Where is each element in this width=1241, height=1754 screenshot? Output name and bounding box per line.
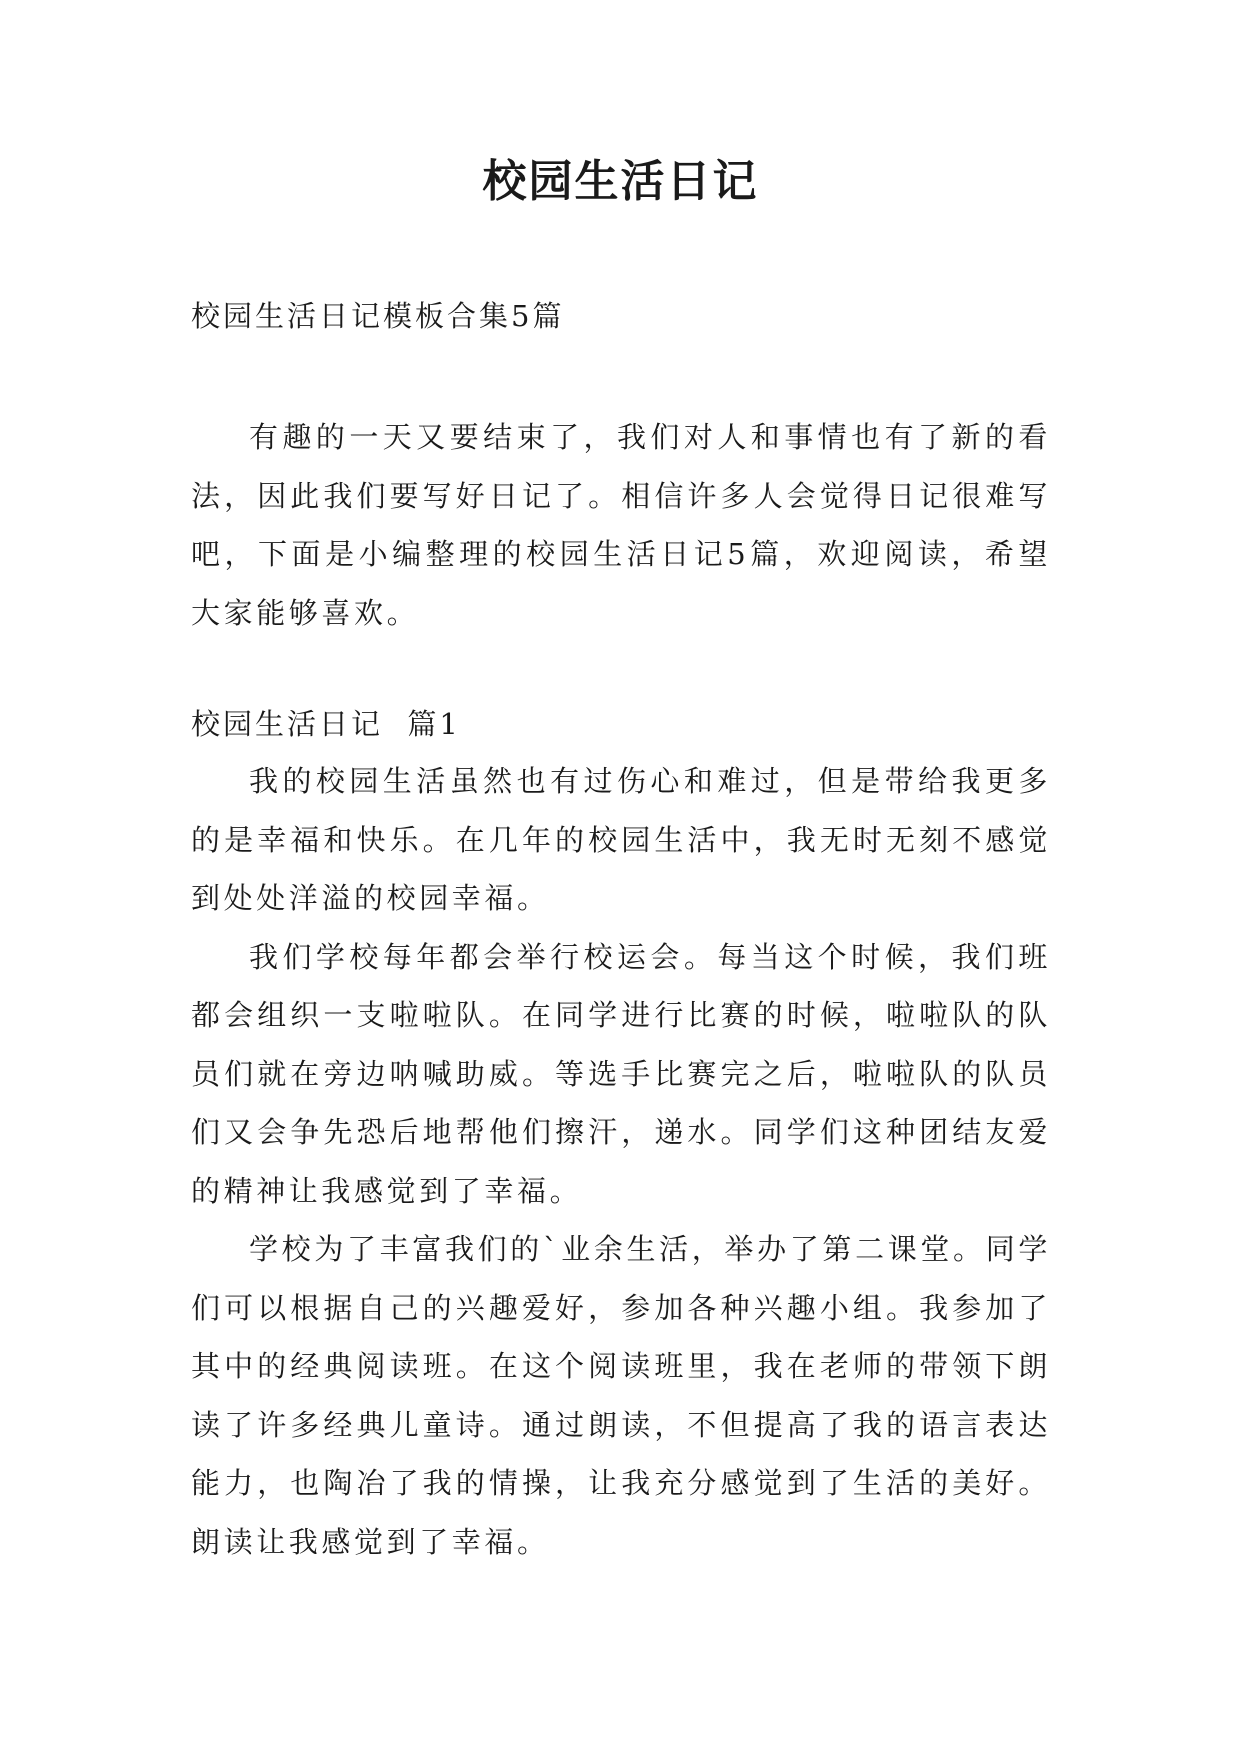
section-1-paragraph-1: 我的校园生活虽然也有过伤心和难过，但是带给我更多的是幸福和快乐。在几年的校园生活中，我无时无刻不感觉到处处洋溢的校园幸福。 [191,764,1051,915]
section-1-body [191,752,1051,1571]
document-title: 校园生活日记 [482,156,759,207]
document-subtitle: 校园生活日记模板合集5篇 [191,299,565,333]
intro-block [191,408,1051,642]
section-1-heading: 校园生活日记 篇1 [191,707,461,741]
section-1-paragraph-3: 学校为了丰富我们的`业余生活，举办了第二课堂。同学们可以根据自己的兴趣爱好，参加各种兴趣小组。我参加了其中的经典阅读班。在这个阅读班里，我在老师的带领下朗读了许多经典儿童诗。通过朗读，不但提高了我的语言表达能力，也陶冶了我的情操，让我充分感觉到了生活的美好。朗读让我感觉到了幸福。 [191,1232,1051,1559]
section-1-paragraph-2: 我们学校每年都会举行校运会。每当这个时候，我们班都会组织一支啦啦队。在同学进行比赛的时候，啦啦队的队员们就在旁边呐喊助威。等选手比赛完之后，啦啦队的队员们又会争先恐后地帮他们擦汗，递水。同学们这种团结友爱的精神让我感觉到了幸福。 [191,939,1051,1208]
intro-paragraph: 有趣的一天又要结束了，我们对人和事情也有了新的看法，因此我们要写好日记了。相信许多人会觉得日记很难写吧，下面是小编整理的校园生活日记5篇，欢迎阅读，希望大家能够喜欢。 [191,420,1051,630]
